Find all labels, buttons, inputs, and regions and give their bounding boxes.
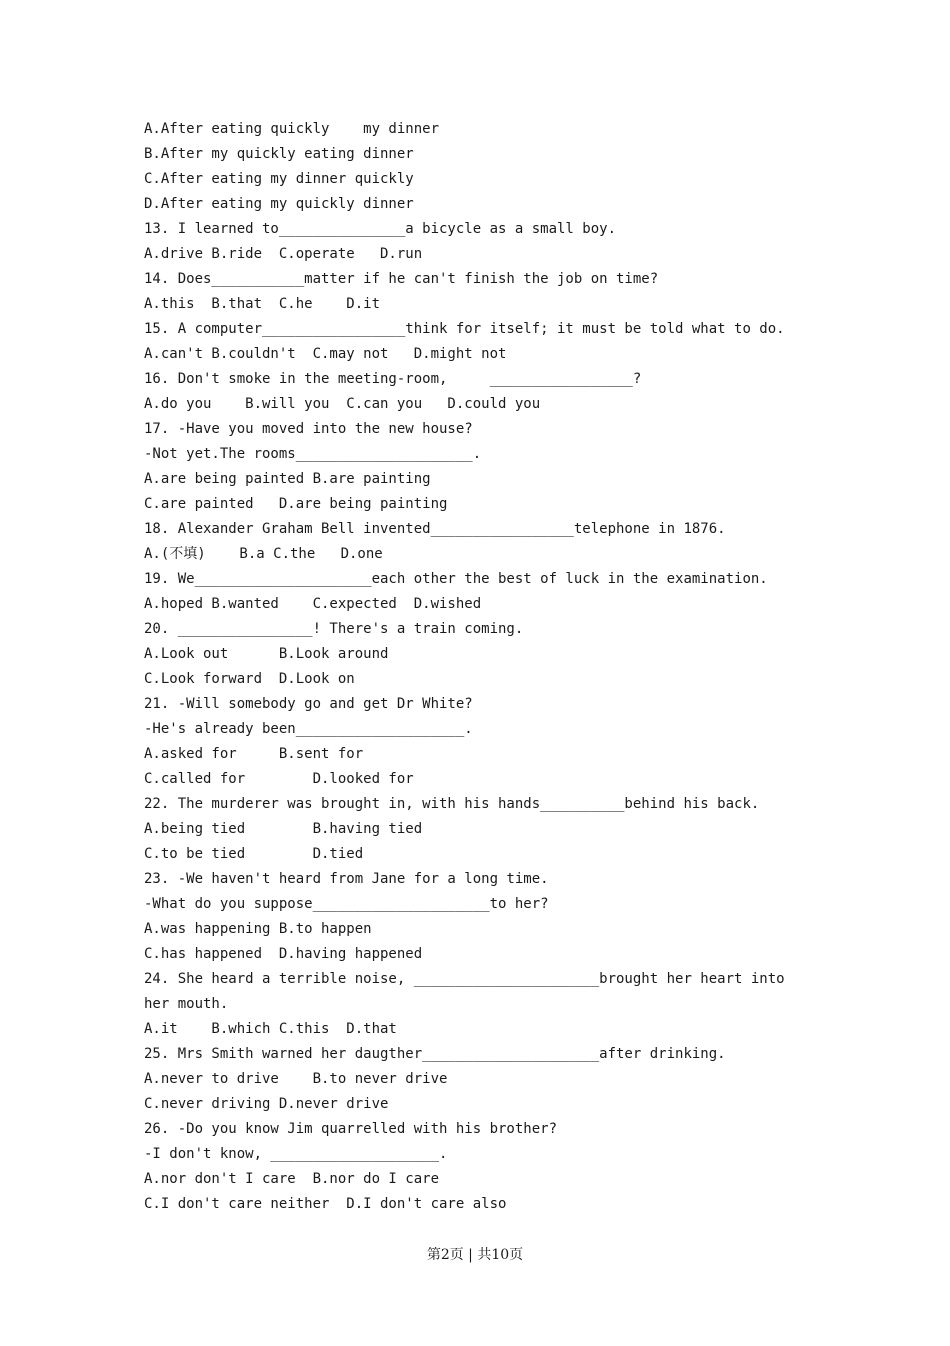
text-line: A.this B.that C.he D.it bbox=[144, 296, 381, 312]
text-line: 19. We_____________________each other the best of luck in the examination. bbox=[144, 571, 768, 587]
text-line: A.are being painted B.are painting bbox=[144, 471, 431, 487]
text-line: A.was happening B.to happen bbox=[144, 921, 372, 937]
text-line: A.hoped B.wanted C.expected D.wished bbox=[144, 596, 482, 612]
text-line: D.After eating my quickly dinner bbox=[144, 196, 414, 212]
text-line: A.can't B.couldn't C.may not D.might not bbox=[144, 346, 507, 362]
text-line: 15. A computer_________________think for itself; it must be told what to do. bbox=[144, 321, 785, 337]
text-line: -What do you suppose_____________________to her? bbox=[144, 896, 549, 912]
text-line: A.being tied B.having tied bbox=[144, 821, 423, 837]
text-line: A.drive B.ride C.operate D.run bbox=[144, 246, 423, 262]
text-line: her mouth. bbox=[144, 996, 229, 1012]
text-line: B.After my quickly eating dinner bbox=[144, 146, 414, 162]
text-line: 24. She heard a terrible noise, ______________________brought her heart into bbox=[144, 971, 785, 987]
text-line: C.After eating my dinner quickly bbox=[144, 171, 414, 187]
text-line: 14. Does___________matter if he can't finish the job on time? bbox=[144, 271, 659, 287]
text-line: 13. I learned to_______________a bicycle as a small boy. bbox=[144, 221, 617, 237]
text-line: 23. -We haven't heard from Jane for a long time. bbox=[144, 871, 549, 887]
text-line: 22. The murderer was brought in, with his hands__________behind his back. bbox=[144, 796, 760, 812]
text-line: C.Look forward D.Look on bbox=[144, 671, 355, 687]
text-line: A.it B.which C.this D.that bbox=[144, 1021, 397, 1037]
text-line: C.has happened D.having happened bbox=[144, 946, 423, 962]
text-line: C.to be tied D.tied bbox=[144, 846, 364, 862]
text-line: C.called for D.looked for bbox=[144, 771, 414, 787]
text-line: 25. Mrs Smith warned her daugther_____________________after drinking. bbox=[144, 1046, 726, 1062]
text-line: 21. -Will somebody go and get Dr White? bbox=[144, 696, 473, 712]
text-line: C.are painted D.are being painting bbox=[144, 496, 448, 512]
text-line: A.(不填) B.a C.the D.one bbox=[144, 546, 383, 562]
text-line: 26. -Do you know Jim quarrelled with his brother? bbox=[144, 1121, 558, 1137]
text-line: C.I don't care neither D.I don't care also bbox=[144, 1196, 507, 1212]
text-line: 17. -Have you moved into the new house? bbox=[144, 421, 473, 437]
text-line: C.never driving D.never drive bbox=[144, 1096, 389, 1112]
text-line: -He's already been____________________. bbox=[144, 721, 473, 737]
text-line: A.asked for B.sent for bbox=[144, 746, 364, 762]
question-text bbox=[144, 117, 824, 1217]
text-line: A.never to drive B.to never drive bbox=[144, 1071, 448, 1087]
text-line: A.do you B.will you C.can you D.could you bbox=[144, 396, 541, 412]
text-line: 20. ________________! There's a train coming. bbox=[144, 621, 524, 637]
text-line: -I don't know, ____________________. bbox=[144, 1146, 448, 1162]
text-line: 16. Don't smoke in the meeting-room, _________________? bbox=[144, 371, 642, 387]
text-line: -Not yet.The rooms_____________________. bbox=[144, 446, 482, 462]
text-line: 18. Alexander Graham Bell invented_________________telephone in 1876. bbox=[144, 521, 726, 537]
text-line: A.nor don't I care B.nor do I care bbox=[144, 1171, 440, 1187]
text-line: A.After eating quickly my dinner bbox=[144, 121, 440, 137]
text-line: A.Look out B.Look around bbox=[144, 646, 389, 662]
page-footer: 第2页 | 共10页 bbox=[426, 1247, 524, 1263]
